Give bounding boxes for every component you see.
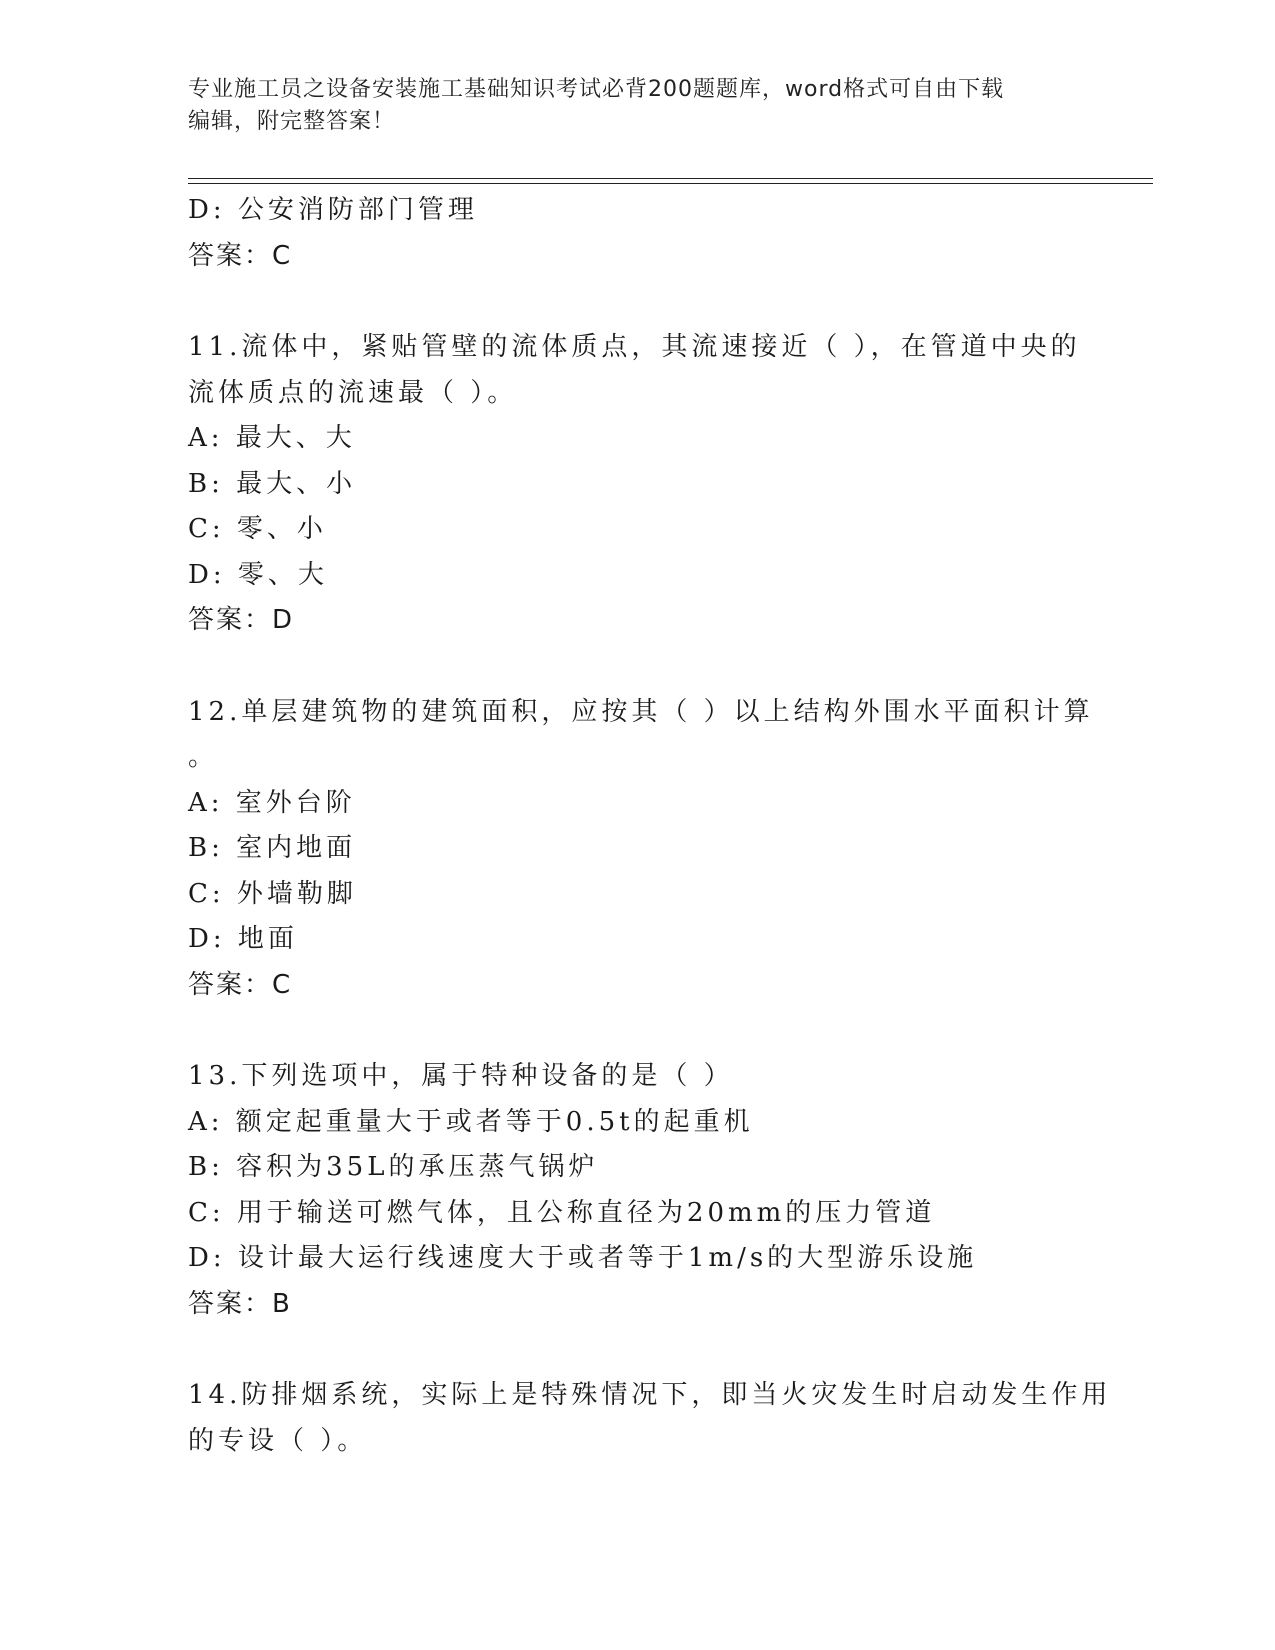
question-text-cont: 。	[188, 742, 219, 772]
option-d: D: 公安消防部门管理	[188, 195, 478, 225]
question-text: 13.下列选项中，属于特种设备的是（ ）	[188, 1061, 734, 1091]
question-text-cont: 的专设（ ）。	[188, 1425, 368, 1456]
answer: 答案：B	[188, 1288, 292, 1319]
option-a: A: 额定起重量大于或者等于0.5t的起重机	[188, 1106, 754, 1137]
question-list	[188, 188, 1112, 1464]
option-d: D: 地面	[188, 924, 298, 954]
question-14	[188, 1373, 1112, 1464]
option-b: B: 最大、小	[188, 468, 357, 499]
option-c: C: 零、小	[188, 514, 327, 544]
question-prev	[188, 188, 1088, 279]
option-c: C: 用于输送可燃气体，且公称直径为20mm的压力管道	[188, 1197, 936, 1228]
option-a: A: 室外台阶	[188, 787, 356, 818]
document-header	[188, 74, 1068, 138]
option-b: B: 容积为35L的承压蒸气锅炉	[188, 1152, 599, 1182]
option-d: D: 零、大	[188, 559, 328, 590]
header-rule-top	[188, 178, 1153, 179]
header-rule-bottom	[188, 183, 1153, 184]
option-d: D: 设计最大运行线速度大于或者等于1m/s的大型游乐设施	[188, 1243, 978, 1273]
question-text: 12.单层建筑物的建筑面积，应按其（ ）以上结构外围水平面积计算	[188, 696, 1094, 727]
option-a: A: 最大、大	[188, 423, 356, 453]
question-text-cont: 流体质点的流速最（ ）。	[188, 377, 518, 408]
question-13	[188, 1054, 1088, 1327]
answer: 答案：C	[188, 240, 293, 271]
header-line-1: 专业施工员之设备安装施工基础知识考试必背200题题库，word格式可自由下载	[188, 77, 1005, 102]
question-text: 14.防排烟系统，实际上是特殊情况下，即当火灾发生时启动发生作用	[188, 1380, 1112, 1410]
option-b: B: 室内地面	[188, 833, 357, 863]
question-11	[188, 325, 1088, 644]
header-line-2: 编辑，附完整答案！	[188, 109, 396, 134]
answer: 答案：D	[188, 605, 295, 635]
question-text: 11.流体中，紧贴管壁的流体质点，其流速接近（ ），在管道中央的	[188, 332, 1081, 362]
answer: 答案：C	[188, 969, 293, 1000]
question-12	[188, 690, 1094, 1009]
option-c: C: 外墙勒脚	[188, 878, 357, 909]
